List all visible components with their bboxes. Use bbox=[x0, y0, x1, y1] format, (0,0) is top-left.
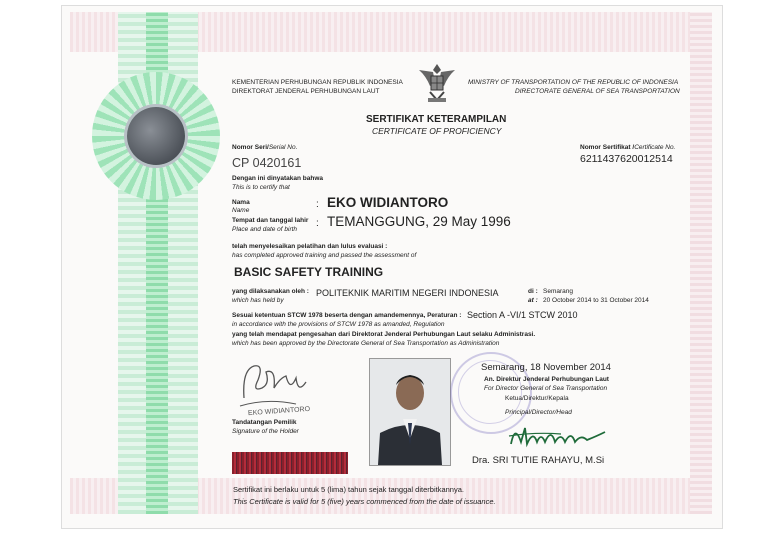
completed-en: has completed approved training and passed the assessment of bbox=[232, 252, 417, 259]
location-value: Semarang bbox=[543, 288, 573, 295]
on-behalf-id: An. Direktur Jenderal Perhubungan Laut bbox=[484, 376, 609, 383]
issue-place-date: Semarang, 18 November 2014 bbox=[481, 362, 611, 373]
regulation-value: Section A -VI/1 STCW 2010 bbox=[467, 310, 578, 320]
certificate-number-label: Nomor Sertifikat /Certificate No. bbox=[580, 144, 676, 151]
directorate-id: DIREKTORAT JENDERAL PERHUBUNGAN LAUT bbox=[232, 88, 380, 95]
garuda-emblem-icon bbox=[416, 60, 458, 104]
security-strip bbox=[232, 452, 348, 474]
name-label-id: Nama bbox=[232, 199, 250, 206]
directorate-en: DIRECTORATE GENERAL OF SEA TRANSPORTATION bbox=[515, 88, 680, 95]
ministry-id: KEMENTERIAN PERHUBUNGAN REPUBLIK INDONESIA bbox=[232, 79, 403, 86]
provisions-line1-en: in accordance with the provisions of STCW 1978 as amanded, Regulation bbox=[232, 321, 445, 328]
birth-label-en: Place and date of birth bbox=[232, 226, 298, 233]
training-dates: 20 October 2014 to 31 October 2014 bbox=[543, 297, 649, 304]
name-label-en: Name bbox=[232, 207, 250, 214]
certify-en: This is to certify that bbox=[232, 184, 290, 191]
birth-place-date: TEMANGGUNG, 29 May 1996 bbox=[327, 214, 511, 229]
ministry-en: MINISTRY OF TRANSPORTATION OF THE REPUBLIC OF INDONESIA bbox=[468, 79, 679, 86]
holder-signature-label-id: Tandatangan Pemilik bbox=[232, 419, 297, 426]
birth-separator: : bbox=[316, 218, 319, 229]
signatory-name: Dra. SRI TUTIE RAHAYU, M.Si bbox=[472, 455, 605, 466]
certificate-title-id: SERTIFIKAT KETERAMPILAN bbox=[366, 114, 507, 125]
certificate-number: 6211437620012514 bbox=[580, 153, 673, 165]
on-behalf-en: For Director General of Sea Transportation bbox=[484, 385, 608, 392]
course-name: BASIC SAFETY TRAINING bbox=[234, 265, 384, 279]
role-id: Ketua/Direktur/Kepala bbox=[505, 395, 569, 402]
held-by-label-en: which has held by bbox=[232, 297, 284, 304]
held-by-label-id: yang dilaksanakan oleh : bbox=[232, 288, 309, 295]
certify-id: Dengan ini dinyatakan bahwa bbox=[232, 175, 324, 182]
role-en: Principal/Director/Head bbox=[505, 409, 572, 416]
serial-number: CP 0420161 bbox=[232, 156, 302, 170]
completed-id: telah menyelesaikan pelatihan dan lulus evaluasi : bbox=[232, 243, 388, 250]
security-band-right bbox=[690, 12, 712, 514]
holder-signature-caption: EKO WIDIANTORO bbox=[247, 405, 311, 418]
name-separator: : bbox=[316, 199, 319, 210]
birth-label-id: Tempat dan tanggal lahir bbox=[232, 217, 309, 224]
date-label: at : bbox=[528, 297, 538, 304]
holder-photo bbox=[369, 358, 451, 466]
certificate-title-en: CERTIFICATE OF PROFICIENCY bbox=[372, 126, 502, 136]
holder-name: EKO WIDIANTORO bbox=[327, 195, 449, 210]
serial-label: Nomor Seri/Serial No. bbox=[232, 144, 298, 151]
location-label: di : bbox=[528, 288, 538, 295]
training-institution: POLITEKNIK MARITIM NEGERI INDONESIA bbox=[316, 288, 499, 298]
hologram-seal-icon bbox=[127, 107, 185, 165]
issuer-signature-icon bbox=[505, 418, 615, 454]
validity-id: Sertifikat ini berlaku untuk 5 (lima) tahun sejak tanggal diterbitkannya. bbox=[233, 485, 464, 494]
provisions-line2-en: which has been approved by the Directorate General of Sea Transportation as Administration bbox=[232, 340, 500, 347]
provisions-line1-id: Sesuai ketentuan STCW 1978 beserta dengan amandemennya, Peraturan : bbox=[232, 312, 462, 319]
provisions-line2-id: yang telah mendapat pengesahan dari Direktorat Jenderal Perhubungan Laut selaku Administrasi. bbox=[232, 331, 536, 338]
validity-en: This Certificate is valid for 5 (five) years commenced from the date of issuance. bbox=[233, 497, 496, 506]
holder-signature-label-en: Signature of the Holder bbox=[232, 428, 299, 435]
